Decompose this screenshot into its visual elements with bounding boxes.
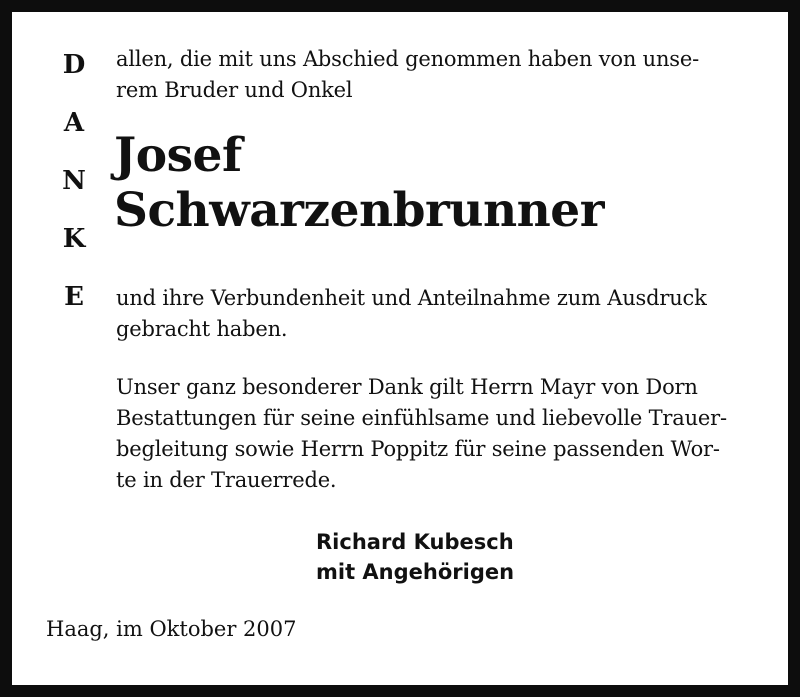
text-line: begleitung sowie Herrn Poppitz für seine passenden Wor- <box>116 437 720 461</box>
first-name: Josef <box>114 128 242 183</box>
text-line: Unser ganz besonderer Dank gilt Herrn Mayr von Dorn <box>116 375 698 399</box>
special-thanks-paragraph <box>116 372 756 496</box>
deceased-name <box>114 128 774 238</box>
text-line: te in der Trauerrede. <box>116 468 337 492</box>
intro-paragraph <box>116 44 756 106</box>
signature-family: mit Angehörigen <box>316 560 515 584</box>
text-line: Bestattungen für seine einfühlsame und liebevolle Trauer- <box>116 406 727 430</box>
danke-letter: D <box>62 50 86 80</box>
danke-letter: N <box>62 166 86 196</box>
danke-letter: A <box>63 108 85 138</box>
text-line: gebracht haben. <box>116 317 288 341</box>
danke-letter: E <box>64 282 84 312</box>
danke-letter: K <box>62 224 86 254</box>
danke-vertical-heading <box>56 52 92 342</box>
text-line: allen, die mit uns Abschied genommen haben von unse- <box>116 47 699 71</box>
place-date: Haag, im Oktober 2007 <box>46 617 297 641</box>
signature-block <box>316 527 736 587</box>
last-name: Schwarzenbrunner <box>114 183 604 238</box>
text-line: rem Bruder und Onkel <box>116 78 353 102</box>
thanks-paragraph <box>116 283 756 345</box>
text-line: und ihre Verbundenheit und Anteilnahme zum Ausdruck <box>116 286 707 310</box>
signature-name: Richard Kubesch <box>316 530 514 554</box>
